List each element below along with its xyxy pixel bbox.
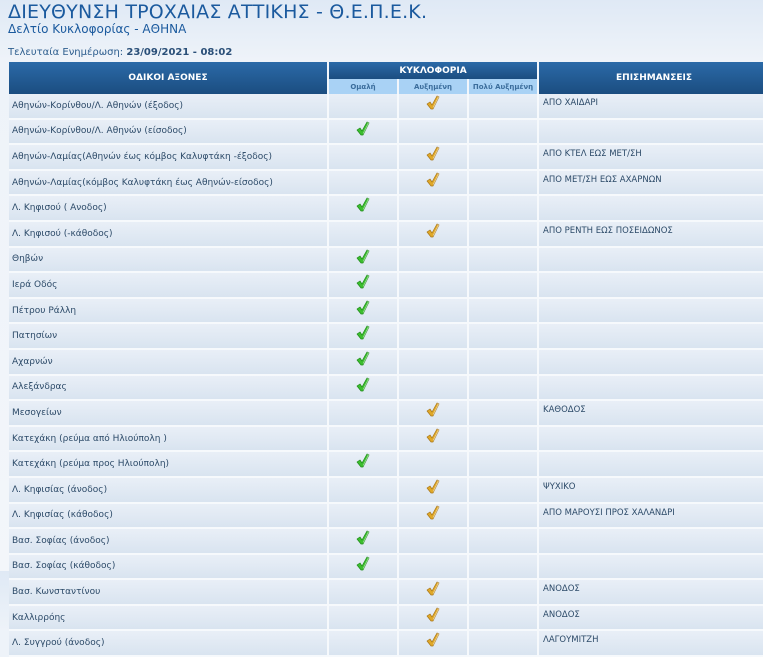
last-update — [8, 47, 232, 58]
table-row — [9, 248, 763, 274]
road-note: ΑΠΟ ΜΕΤ/ΣΗ ΕΩΣ ΑΧΑΡΝΩΝ — [539, 171, 763, 197]
last-update-label: Τελευταία Ενημέρωση: — [8, 47, 124, 58]
table-row — [9, 273, 763, 299]
road-name: Λ. Κηφισίας (κάθοδος) — [9, 504, 329, 530]
cell-increased — [399, 196, 469, 222]
road-name: Λ. Κηφισίας (άνοδος) — [9, 478, 329, 504]
table-row — [9, 222, 763, 248]
cell-very-increased — [469, 555, 539, 581]
road-note: ΨΥΧΙΚΟ — [539, 478, 763, 504]
cell-increased — [399, 350, 469, 376]
road-name: Κατεχάκη (ρεύμα από Ηλιούπολη ) — [9, 427, 329, 453]
road-name: Αλεξάνδρας — [9, 376, 329, 402]
cell-normal — [329, 273, 399, 299]
checkmark-icon — [425, 606, 441, 622]
road-note — [539, 120, 763, 146]
cell-increased — [399, 376, 469, 402]
cell-increased — [399, 631, 469, 657]
checkmark-icon — [355, 452, 371, 468]
table-row — [9, 529, 763, 555]
cell-increased — [399, 120, 469, 146]
table-row — [9, 401, 763, 427]
checkmark-icon — [355, 376, 371, 392]
table-row — [9, 376, 763, 402]
checkmark-icon — [355, 350, 371, 366]
cell-normal — [329, 222, 399, 248]
road-name: Βασ. Σοφίας (κάθοδος) — [9, 555, 329, 581]
traffic-rows — [9, 94, 763, 657]
cell-normal — [329, 478, 399, 504]
cell-normal — [329, 248, 399, 274]
cell-normal — [329, 427, 399, 453]
column-header-very-increased: Πολύ Αυξημένη — [469, 79, 539, 94]
checkmark-icon — [355, 324, 371, 340]
cell-normal — [329, 145, 399, 171]
cell-very-increased — [469, 94, 539, 120]
cell-increased — [399, 273, 469, 299]
table-row — [9, 580, 763, 606]
road-note — [539, 299, 763, 325]
cell-normal — [329, 324, 399, 350]
cell-very-increased — [469, 273, 539, 299]
cell-normal — [329, 171, 399, 197]
cell-normal — [329, 555, 399, 581]
table-row — [9, 478, 763, 504]
road-note — [539, 350, 763, 376]
table-row — [9, 324, 763, 350]
cell-increased — [399, 504, 469, 530]
table-row — [9, 555, 763, 581]
road-note — [539, 196, 763, 222]
table-row — [9, 452, 763, 478]
cell-very-increased — [469, 120, 539, 146]
cell-increased — [399, 580, 469, 606]
checkmark-icon — [425, 580, 441, 596]
cell-very-increased — [469, 248, 539, 274]
road-note: ΚΑΘΟΔΟΣ — [539, 401, 763, 427]
page-title: ΔΙΕΥΘΥΝΣΗ ΤΡΟΧΑΙΑΣ ΑΤΤΙΚΗΣ - Θ.Ε.Π.Ε.Κ. — [8, 1, 428, 23]
cell-very-increased — [469, 427, 539, 453]
cell-normal — [329, 299, 399, 325]
cell-increased — [399, 94, 469, 120]
table-row — [9, 171, 763, 197]
road-note: ΛΑΓΟΥΜΙΤΖΗ — [539, 631, 763, 657]
cell-increased — [399, 427, 469, 453]
table-row — [9, 120, 763, 146]
checkmark-icon — [425, 504, 441, 520]
road-name: Βασ. Κωνσταντίνου — [9, 580, 329, 606]
checkmark-icon — [425, 427, 441, 443]
column-header-traffic: ΚΥΚΛΟΦΟΡΙΑ — [329, 62, 539, 79]
road-note: ΑΝΟΔΟΣ — [539, 580, 763, 606]
checkmark-icon — [355, 248, 371, 264]
checkmark-icon — [425, 478, 441, 494]
table-row — [9, 631, 763, 657]
table-row — [9, 606, 763, 632]
table-row — [9, 145, 763, 171]
cell-very-increased — [469, 504, 539, 530]
road-name: Ιερά Οδός — [9, 273, 329, 299]
traffic-table — [9, 62, 763, 657]
cell-normal — [329, 452, 399, 478]
road-name: Λ. Κηφισού ( Ανοδος) — [9, 196, 329, 222]
cell-increased — [399, 606, 469, 632]
road-note — [539, 376, 763, 402]
road-note — [539, 529, 763, 555]
table-row — [9, 196, 763, 222]
cell-increased — [399, 555, 469, 581]
column-header-increased: Αυξημένη — [399, 79, 469, 94]
road-note — [539, 555, 763, 581]
checkmark-icon — [355, 555, 371, 571]
column-header-normal: Ομαλή — [329, 79, 399, 94]
road-name: Λ. Κηφισού (-κάθοδος) — [9, 222, 329, 248]
cell-normal — [329, 631, 399, 657]
road-name: Βασ. Σοφίας (άνοδος) — [9, 529, 329, 555]
cell-normal — [329, 580, 399, 606]
road-note — [539, 324, 763, 350]
cell-very-increased — [469, 171, 539, 197]
road-name: Πέτρου Ράλλη — [9, 299, 329, 325]
checkmark-icon — [355, 120, 371, 136]
cell-increased — [399, 452, 469, 478]
checkmark-icon — [425, 171, 441, 187]
road-note: ΑΠΟ ΚΤΕΛ ΕΩΣ ΜΕΤ/ΣΗ — [539, 145, 763, 171]
cell-very-increased — [469, 631, 539, 657]
cell-very-increased — [469, 606, 539, 632]
cell-very-increased — [469, 324, 539, 350]
cell-very-increased — [469, 145, 539, 171]
checkmark-icon — [425, 401, 441, 417]
cell-normal — [329, 120, 399, 146]
road-name: Αθηνών-Κορίνθου/Λ. Αθηνών (έξοδος) — [9, 94, 329, 120]
table-row — [9, 299, 763, 325]
cell-normal — [329, 606, 399, 632]
road-note — [539, 273, 763, 299]
cell-increased — [399, 248, 469, 274]
cell-increased — [399, 145, 469, 171]
page-subtitle: Δελτίο Κυκλοφορίας - ΑΘΗΝΑ — [8, 22, 187, 36]
road-note — [539, 427, 763, 453]
table-row — [9, 427, 763, 453]
road-name: Λ. Συγγρού (άνοδος) — [9, 631, 329, 657]
cell-increased — [399, 299, 469, 325]
checkmark-icon — [425, 145, 441, 161]
road-name: Θηβών — [9, 248, 329, 274]
road-note: ΑΠΟ ΜΑΡΟΥΣΙ ΠΡΟΣ ΧΑΛΑΝΔΡΙ — [539, 504, 763, 530]
road-name: Καλλιρρόης — [9, 606, 329, 632]
cell-very-increased — [469, 452, 539, 478]
cell-very-increased — [469, 478, 539, 504]
checkmark-icon — [355, 299, 371, 315]
cell-increased — [399, 529, 469, 555]
road-name: Αθηνών-Κορίνθου/Λ. Αθηνών (είσοδος) — [9, 120, 329, 146]
road-note: ΑΝΟΔΟΣ — [539, 606, 763, 632]
table-row — [9, 504, 763, 530]
cell-normal — [329, 529, 399, 555]
cell-very-increased — [469, 529, 539, 555]
column-header-roads: ΟΔΙΚΟΙ ΑΞΟΝΕΣ — [9, 62, 329, 94]
cell-normal — [329, 401, 399, 427]
checkmark-icon — [355, 273, 371, 289]
road-name: Μεσογείων — [9, 401, 329, 427]
cell-very-increased — [469, 350, 539, 376]
road-name: Αθηνών-Λαμίας(κόμβος Καλυφτάκη έως Αθηνών-είσοδος) — [9, 171, 329, 197]
cell-very-increased — [469, 580, 539, 606]
last-update-value: 23/09/2021 - 08:02 — [126, 47, 233, 58]
cell-very-increased — [469, 401, 539, 427]
cell-increased — [399, 478, 469, 504]
road-note: ΑΠΟ ΧΑΙΔΑΡΙ — [539, 94, 763, 120]
road-name: Αχαρνών — [9, 350, 329, 376]
cell-very-increased — [469, 299, 539, 325]
cell-normal — [329, 376, 399, 402]
cell-very-increased — [469, 376, 539, 402]
column-header-notes: ΕΠΙΣΗΜΑΝΣΕΙΣ — [539, 62, 763, 94]
cell-increased — [399, 401, 469, 427]
checkmark-icon — [355, 529, 371, 545]
road-note: ΑΠΟ ΡΕΝΤΗ ΕΩΣ ΠΟΣΕΙΔΩΝΟΣ — [539, 222, 763, 248]
cell-very-increased — [469, 196, 539, 222]
road-note — [539, 452, 763, 478]
road-note — [539, 248, 763, 274]
checkmark-icon — [355, 196, 371, 212]
table-row — [9, 350, 763, 376]
road-name: Πατησίων — [9, 324, 329, 350]
cell-increased — [399, 171, 469, 197]
cell-increased — [399, 222, 469, 248]
cell-increased — [399, 324, 469, 350]
cell-normal — [329, 94, 399, 120]
table-row — [9, 94, 763, 120]
road-name: Αθηνών-Λαμίας(Αθηνών έως κόμβος Καλυφτάκη -έξοδος) — [9, 145, 329, 171]
cell-normal — [329, 196, 399, 222]
cell-normal — [329, 350, 399, 376]
checkmark-icon — [425, 94, 441, 110]
cell-very-increased — [469, 222, 539, 248]
cell-normal — [329, 504, 399, 530]
checkmark-icon — [425, 222, 441, 238]
checkmark-icon — [425, 631, 441, 647]
road-name: Κατεχάκη (ρεύμα προς Ηλιούπολη) — [9, 452, 329, 478]
